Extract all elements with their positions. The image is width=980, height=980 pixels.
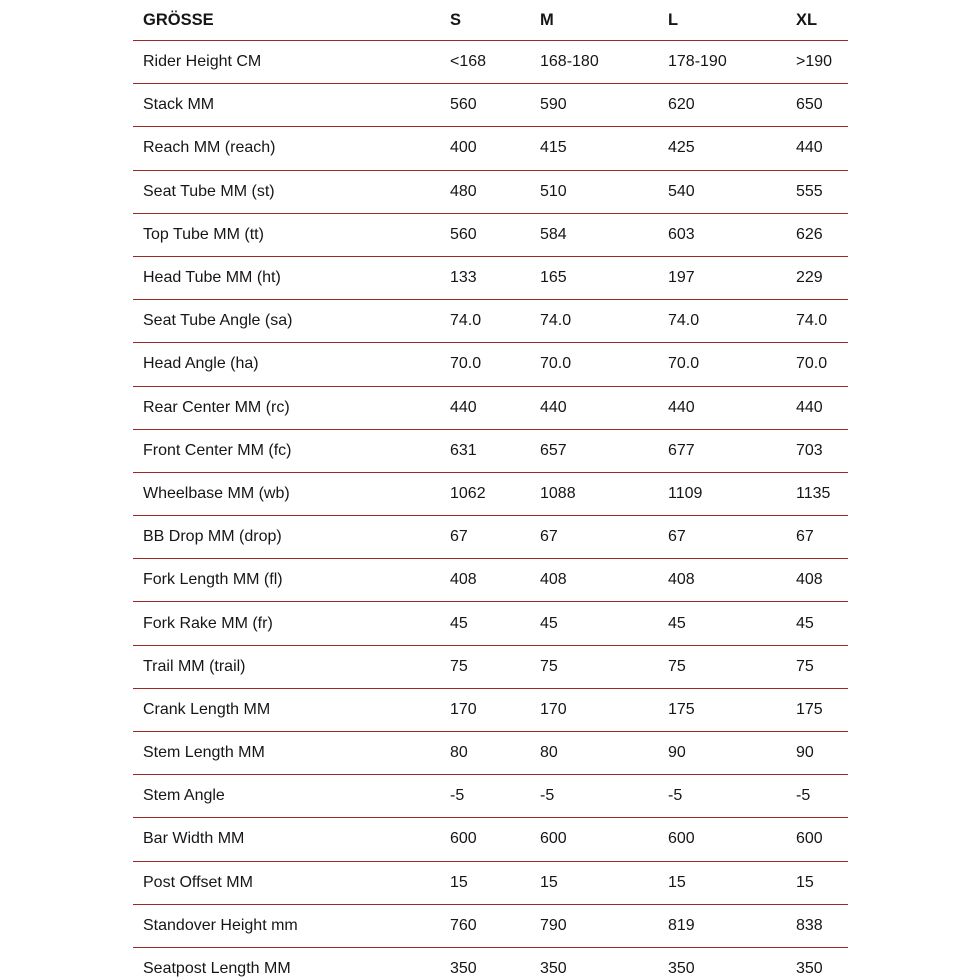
row-label: Rear Center MM (rc) (133, 386, 450, 429)
row-label: Seat Tube MM (st) (133, 170, 450, 213)
cell-value: 67 (796, 516, 848, 559)
geometry-table-container (133, 0, 848, 980)
table-row (133, 688, 848, 731)
cell-value: 70.0 (668, 343, 796, 386)
cell-value: 540 (668, 170, 796, 213)
cell-value: 650 (796, 84, 848, 127)
cell-value: 440 (450, 386, 540, 429)
cell-value: 560 (450, 84, 540, 127)
cell-value: 350 (796, 960, 823, 978)
cell-value: 45 (540, 602, 668, 645)
row-label: Standover Height mm (133, 904, 450, 947)
cell-value: 760 (450, 904, 540, 947)
cell-value: 67 (450, 516, 540, 559)
row-label: Seatpost Length MM (143, 960, 291, 978)
row-label: Seat Tube Angle (sa) (133, 300, 450, 343)
cell-value: 790 (540, 904, 668, 947)
cell-value: 584 (540, 213, 668, 256)
cell-value: 510 (540, 170, 668, 213)
cell-value: 45 (796, 602, 848, 645)
table-row (133, 861, 848, 904)
cell-value: 603 (668, 213, 796, 256)
cell-value: 70.0 (796, 343, 848, 386)
cell-value: 15 (540, 861, 668, 904)
cell-value: 1109 (668, 472, 796, 515)
cell-value: 703 (796, 429, 848, 472)
column-header-l: L (668, 0, 796, 41)
cell-value: 620 (668, 84, 796, 127)
cell-value: 75 (796, 645, 848, 688)
cell-value: 400 (450, 127, 540, 170)
table-row (133, 84, 848, 127)
table-row (133, 732, 848, 775)
row-label: Wheelbase MM (wb) (133, 472, 450, 515)
cell-value: 657 (540, 429, 668, 472)
cell-value: 600 (668, 818, 796, 861)
cell-value: 70.0 (540, 343, 668, 386)
table-row (133, 256, 848, 299)
table-row (133, 559, 848, 602)
cell-value: 74.0 (450, 300, 540, 343)
table-row (133, 947, 848, 980)
cell-value: 15 (450, 861, 540, 904)
row-label: Fork Rake MM (fr) (133, 602, 450, 645)
cell-value: 165 (540, 256, 668, 299)
row-label: Stem Length MM (133, 732, 450, 775)
cell-value: 80 (450, 732, 540, 775)
cell-value: 600 (796, 818, 848, 861)
row-label: Post Offset MM (133, 861, 450, 904)
cell-value: 1135 (796, 472, 848, 515)
cell-value: 838 (796, 904, 848, 947)
row-label: Bar Width MM (133, 818, 450, 861)
cell-value: 74.0 (668, 300, 796, 343)
cell-value: 408 (796, 559, 848, 602)
table-row (133, 516, 848, 559)
cell-value: 67 (668, 516, 796, 559)
cell-value: 15 (796, 861, 848, 904)
row-label: Stack MM (133, 84, 450, 127)
cell-value: 408 (450, 559, 540, 602)
size-header-label: GRÖSSE (133, 0, 450, 41)
cell-value: 408 (668, 559, 796, 602)
cell-value: 631 (450, 429, 540, 472)
row-label: BB Drop MM (drop) (133, 516, 450, 559)
cell-value: 175 (796, 688, 848, 731)
row-label: Reach MM (reach) (133, 127, 450, 170)
row-label: Rider Height CM (133, 41, 450, 84)
cell-value: 555 (796, 170, 848, 213)
row-label: Stem Angle (133, 775, 450, 818)
row-label: Head Angle (ha) (133, 343, 450, 386)
table-row (133, 170, 848, 213)
table-row (133, 775, 848, 818)
cell-value: 75 (668, 645, 796, 688)
row-label: Top Tube MM (tt) (133, 213, 450, 256)
cell-value: 90 (796, 732, 848, 775)
row-label: Trail MM (trail) (133, 645, 450, 688)
cell-value: 75 (540, 645, 668, 688)
cell-value: 70.0 (450, 343, 540, 386)
cell-value: 440 (796, 127, 848, 170)
table-row (133, 386, 848, 429)
cell-value: 80 (540, 732, 668, 775)
cell-value: 590 (540, 84, 668, 127)
table-row (133, 213, 848, 256)
cell-value: 178-190 (668, 41, 796, 84)
table-row (133, 602, 848, 645)
column-header-s: S (450, 0, 540, 41)
table-row (133, 41, 848, 84)
cell-value: 67 (540, 516, 668, 559)
cell-value: -5 (450, 775, 540, 818)
cell-value: 45 (450, 602, 540, 645)
cell-value: <168 (450, 41, 540, 84)
row-label: Front Center MM (fc) (133, 429, 450, 472)
cell-value: >190 (796, 41, 848, 84)
table-row (133, 904, 848, 947)
cell-value: 1088 (540, 472, 668, 515)
cell-value: 350 (540, 960, 567, 978)
cell-value: 197 (668, 256, 796, 299)
cell-value: 74.0 (796, 300, 848, 343)
cell-value: 415 (540, 127, 668, 170)
header-row (133, 0, 848, 41)
cell-value: 408 (540, 559, 668, 602)
cell-value: 75 (450, 645, 540, 688)
cell-value: -5 (668, 775, 796, 818)
cell-value: 229 (796, 256, 848, 299)
cell-value: 45 (668, 602, 796, 645)
cell-value: 440 (540, 386, 668, 429)
cell-value: 425 (668, 127, 796, 170)
cell-value: 175 (668, 688, 796, 731)
cell-value: -5 (540, 775, 668, 818)
cell-value: 74.0 (540, 300, 668, 343)
table-row (133, 818, 848, 861)
table-row (133, 300, 848, 343)
cell-value: 133 (450, 256, 540, 299)
column-header-xl: XL (796, 0, 848, 41)
cell-value: 677 (668, 429, 796, 472)
cell-value: 440 (796, 386, 848, 429)
cell-value: 350 (450, 960, 477, 978)
cell-value: 1062 (450, 472, 540, 515)
cell-value: 600 (540, 818, 668, 861)
table-row (133, 343, 848, 386)
cell-value: 90 (668, 732, 796, 775)
cell-value: 170 (540, 688, 668, 731)
cell-value: 626 (796, 213, 848, 256)
table-row (133, 472, 848, 515)
cell-value: 170 (450, 688, 540, 731)
row-label: Fork Length MM (fl) (133, 559, 450, 602)
row-label: Head Tube MM (ht) (133, 256, 450, 299)
table-row (133, 645, 848, 688)
cell-value: 15 (668, 861, 796, 904)
cell-value: 560 (450, 213, 540, 256)
cell-value: -5 (796, 775, 848, 818)
cell-value: 168-180 (540, 41, 668, 84)
row-label: Crank Length MM (133, 688, 450, 731)
table-row (133, 127, 848, 170)
table-row (133, 429, 848, 472)
cell-value: 480 (450, 170, 540, 213)
cell-value: 819 (668, 904, 796, 947)
cell-value: 440 (668, 386, 796, 429)
cell-value: 600 (450, 818, 540, 861)
column-header-m: M (540, 0, 668, 41)
cell-value: 350 (668, 960, 695, 978)
geometry-table (133, 0, 848, 980)
